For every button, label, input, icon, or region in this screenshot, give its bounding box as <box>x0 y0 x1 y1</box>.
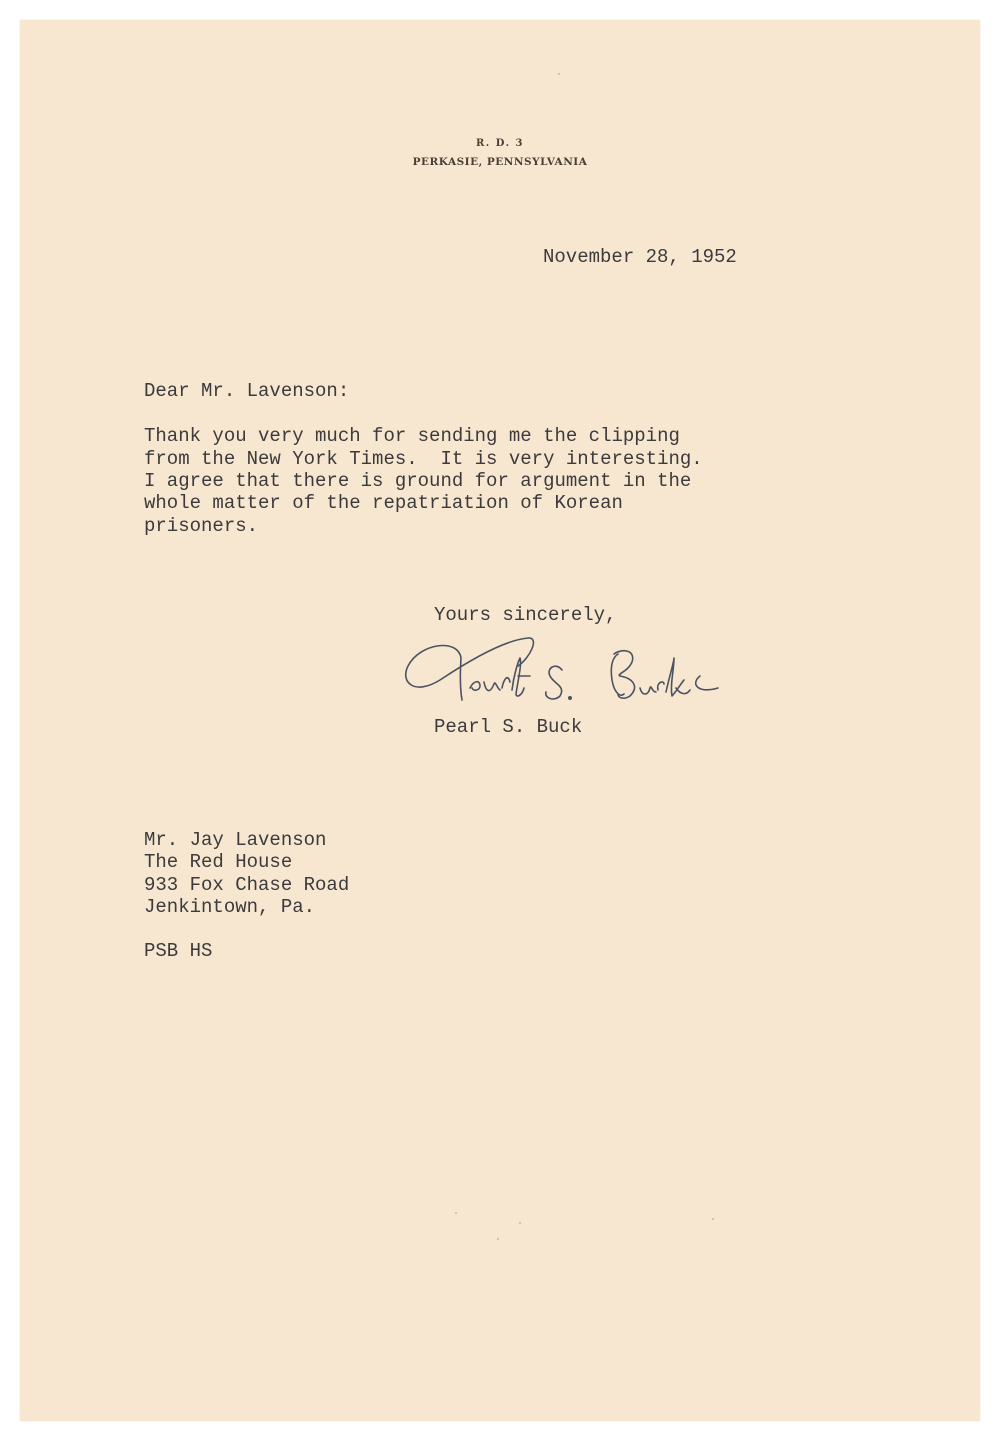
paper-speck <box>455 1212 457 1214</box>
signer-name: Pearl S. Buck <box>434 716 583 738</box>
salutation: Dear Mr. Lavenson: <box>144 380 350 402</box>
paper-speck <box>712 1218 714 1220</box>
paper-speck <box>497 1238 499 1240</box>
body-line: Thank you very much for sending me the clipping <box>144 425 680 447</box>
letterhead-town: PERKASIE, PENNSYLVANIA <box>412 156 588 168</box>
reference-initials: PSB HS <box>144 940 213 962</box>
body-line: I agree that there is ground for argument in the <box>144 470 692 492</box>
address-line: 933 Fox Chase Road <box>144 874 350 896</box>
address-line: Mr. Jay Lavenson <box>144 829 327 851</box>
body-line: from the New York Times. It is very interesting. <box>144 448 703 470</box>
body-line: whole matter of the repatriation of Korean <box>144 492 623 514</box>
address-line: The Red House <box>144 851 293 873</box>
letter-date: November 28, 1952 <box>543 246 737 268</box>
complimentary-close: Yours sincerely, <box>434 604 617 626</box>
letterhead-route: R. D. 3 <box>475 138 524 149</box>
address-line: Jenkintown, Pa. <box>144 896 316 918</box>
body-line: prisoners. <box>144 515 259 537</box>
paper-speck <box>519 1222 521 1224</box>
handwritten-signature <box>400 618 730 728</box>
paper-speck <box>558 73 560 75</box>
